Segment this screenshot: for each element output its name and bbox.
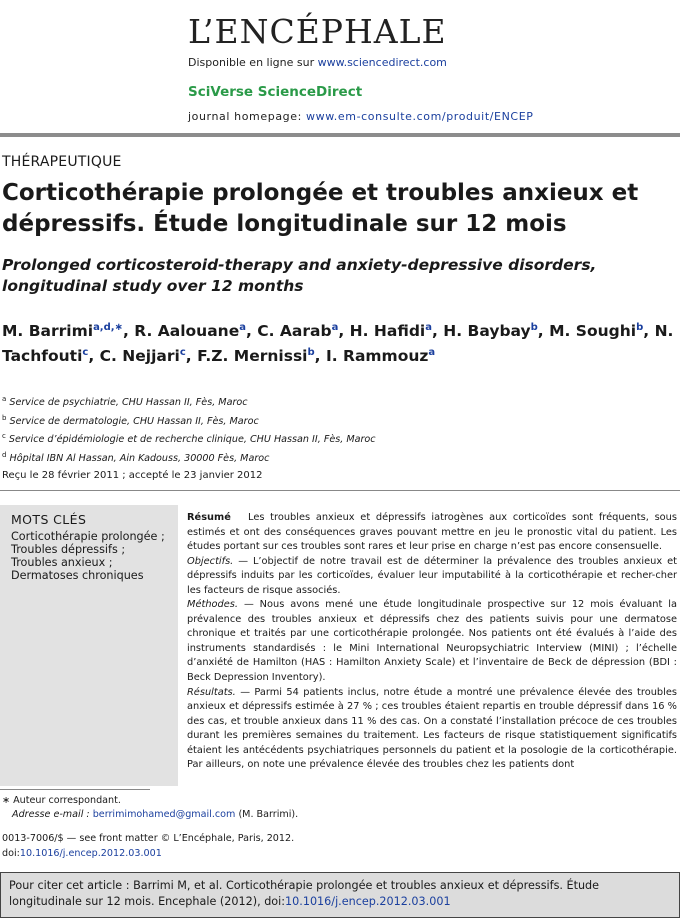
author-affiliation-marker: a — [239, 322, 246, 333]
corresponding-footnote — [2, 794, 298, 822]
article-subtitle: Prolonged corticosteroid-therapy and anxiety-depressive disorders, longitudinal study over 12 months — [2, 256, 597, 295]
header-divider — [0, 133, 680, 137]
citation-box — [0, 872, 680, 918]
author-affiliation-marker: c — [82, 347, 89, 359]
email-suffix: (M. Barrimi). — [235, 809, 299, 820]
homepage-line — [188, 110, 534, 123]
author-affiliation-marker: a — [425, 322, 432, 333]
article-title: Corticothérapie prolongée et troubles anxieux et dépressifs. Étude longitudinale sur 12 mois — [2, 180, 639, 237]
corresponding-author: ∗ Auteur correspondant. — [2, 795, 121, 806]
affiliation — [2, 429, 376, 448]
keywords-box — [0, 505, 178, 786]
abstract — [187, 511, 677, 773]
section-label: THÉRAPEUTIQUE — [2, 154, 122, 170]
affiliation-key: b — [2, 413, 7, 422]
author-affiliation-marker: c — [179, 347, 186, 359]
affiliation-key: d — [2, 451, 7, 460]
abstract-resultats — [187, 686, 677, 773]
affiliation-text: Service d’épidémiologie et de recherche clinique, CHU Hassan II, Fès, Maroc — [8, 434, 376, 446]
affiliation-key: c — [2, 432, 6, 441]
author-affiliation-marker: b — [636, 322, 644, 333]
affiliation-text: Service de dermatologie, CHU Hassan II, Fès, Maroc — [9, 415, 259, 427]
keyword-item: Corticothérapie prolongée ; — [11, 530, 165, 543]
section-divider — [0, 490, 680, 491]
resultats-label: Résultats. — [187, 686, 236, 698]
author-separator: , — [245, 322, 258, 341]
author-name: M. Soughi — [549, 322, 637, 341]
citation-doi-link[interactable]: 10.1016/j.encep.2012.03.001 — [285, 895, 451, 908]
methodes-text: — Nous avons mené une étude longitudinale prospective sur 12 mois évaluant la prévalence des troubles anxieux et dépressifs chez des patients suivis pour une dermatose chronique et traités par une corticothérapie prolongée. Nos patients ont été évalués à l’aide des instruments standardisés : le Mini International Neuropsychiatric Interview (MINI) ; l’échelle d’anxiété de Hamilton (HAS : Hamilton Anxiety Scale) et l’inventaire de Beck de dépression (BDI : Beck Depression Inventory). — [187, 599, 677, 684]
received-date: Reçu le 28 février 2011 ; accepté le 23 janvier 2012 — [2, 470, 263, 481]
author-separator: , — [537, 322, 550, 341]
affiliation-text: Hôpital IBN Al Hassan, Ain Kadouss, 30000 Fès, Maroc — [9, 453, 270, 465]
author-name: H. Hafidi — [349, 322, 426, 341]
author-separator: , — [122, 322, 135, 341]
keywords-heading: MOTS CLÉS — [11, 512, 87, 527]
author-name: I. Rammouz — [325, 347, 429, 366]
abstract-resume — [187, 511, 677, 555]
keyword-item: Troubles anxieux ; — [11, 556, 113, 569]
affiliation — [2, 392, 376, 411]
keyword-item: Troubles dépressifs ; — [11, 543, 126, 556]
author-name: C. Nejjari — [99, 347, 180, 366]
availability-line — [188, 56, 447, 69]
front-matter — [2, 831, 294, 861]
author-name: F.Z. Mernissi — [197, 347, 308, 366]
citation-text: Pour citer cet article : Barrimi M, et al. Corticothérapie prolongée et troubles anxieux et dépressifs. Étude longitudinale sur 12 mois. Encephale (2012), doi: — [9, 879, 600, 908]
sciencedirect-link[interactable]: www.sciencedirect.com — [317, 56, 447, 69]
resultats-text: — Parmi 54 patients inclus, notre étude a montré une prévalence élevée des troubles anxieux et dépressifs estimée à 27 % ; ces troubles étaient repartis en trouble dépressif dans 16 % des cas, et trouble anxieux dans 11 % des cas. On a constaté l’installation précoce de ces troubles durant les premières semaines du traitement. Les facteurs de risque statistiquement significatifs étaient les antécédents psychiatriques personnels du patient et la posologie de la corticothérapie. Par ailleurs, on note une prévalence élevée des troubles chez les patients dont — [187, 686, 677, 771]
author-affiliation-marker: a,d,∗ — [93, 322, 123, 333]
email-line — [2, 808, 298, 822]
journal-header — [0, 0, 680, 140]
author-affiliation-marker: a — [331, 322, 339, 333]
objectifs-label: Objectifs. — [187, 555, 234, 567]
keyword-item: Dermatoses chroniques — [11, 569, 144, 582]
author-separator: , — [314, 347, 326, 366]
author-list — [2, 317, 680, 367]
author-separator: , — [643, 322, 655, 341]
author-name: C. Aarab — [257, 322, 332, 341]
author-name: N. Tachfouti — [2, 322, 674, 366]
abstract-methodes — [187, 598, 677, 685]
author-separator: , — [431, 322, 444, 341]
email-link[interactable]: berrimimohamed@gmail.com — [92, 809, 236, 820]
author-affiliation-marker: b — [530, 322, 538, 333]
resume-label: Résumé — [187, 512, 231, 523]
affiliation — [2, 411, 376, 430]
doi-link[interactable]: 10.1016/j.encep.2012.03.001 — [19, 848, 162, 859]
affiliation — [2, 448, 376, 467]
author-affiliation-marker: a — [428, 347, 436, 359]
author-name: R. Aalouane — [134, 322, 240, 341]
issn-line: 0013-7006/$ — see front matter © L’Encéphale, Paris, 2012. — [2, 833, 295, 844]
footnote-divider — [0, 789, 150, 790]
author-separator: , — [338, 322, 350, 341]
email-label: Adresse e-mail : — [12, 809, 93, 820]
doi-line — [2, 846, 294, 861]
journal-name: L’ENCÉPHALE — [188, 12, 447, 51]
resume-text: Les troubles anxieux et dépressifs iatrogènes aux corticoïdes sont fréquents, sous estimés et ont des conséquences graves pouvant mettre en jeu le pronostic vital du patient. Les études portant sur ces troubles sont rares et leur prise en charge n’est pas encore consensuelle. — [187, 512, 677, 553]
affiliation-text: Service de psychiatrie, CHU Hassan II, Fès, Maroc — [9, 397, 248, 409]
affiliation-list — [2, 392, 376, 467]
homepage-link[interactable]: www.em-consulte.com/produit/ENCEP — [306, 110, 534, 123]
author-affiliation-marker: b — [307, 347, 315, 359]
methodes-label: Méthodes. — [187, 599, 238, 611]
doi-label: doi: — [2, 848, 20, 859]
author-separator: , — [88, 347, 100, 366]
author-name: H. Baybay — [443, 322, 531, 341]
author-name: M. Barrimi — [2, 322, 94, 341]
platform-name: SciVerse ScienceDirect — [188, 84, 363, 100]
objectifs-text: — L’objectif de notre travail est de déterminer la prévalence des troubles anxieux et dépressifs induits par les corticoïdes, évaluer leur imputabilité à la corticothérapie et recher-cher les facteurs de risque associés. — [187, 555, 677, 596]
affiliation-key: a — [2, 395, 7, 403]
abstract-objectifs — [187, 555, 677, 599]
availability-prefix: Disponible en ligne sur — [188, 56, 318, 69]
author-separator: , — [185, 347, 198, 366]
homepage-prefix: journal homepage: — [188, 110, 307, 123]
